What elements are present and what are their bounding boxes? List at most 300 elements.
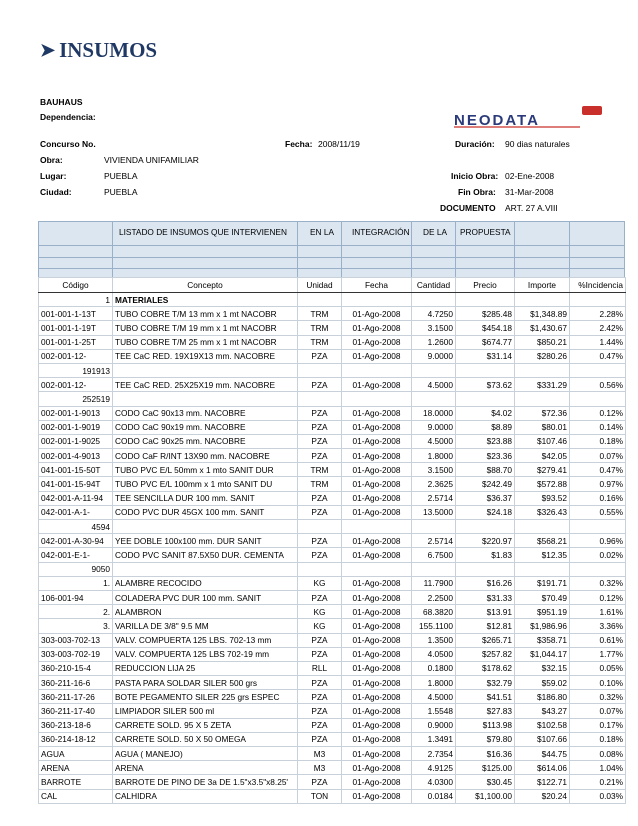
cell-empty xyxy=(570,363,626,377)
cell-code: 360-211-17-26 xyxy=(39,690,113,704)
cell-unit: PZA xyxy=(298,534,342,548)
cell-date: 01-Ago-2008 xyxy=(342,349,412,363)
cell-unit: M3 xyxy=(298,747,342,761)
band-line xyxy=(38,245,625,246)
band-line xyxy=(341,221,342,277)
cell-date: 01-Ago-2008 xyxy=(342,761,412,775)
cell-unit: PZA xyxy=(298,690,342,704)
cell-quantity: 18.0000 xyxy=(412,406,456,420)
cell-amount: $951.19 xyxy=(515,605,570,619)
cell-amount: $80.01 xyxy=(515,420,570,434)
cell-incidence: 1.61% xyxy=(570,605,626,619)
cell-quantity: 4.0500 xyxy=(412,647,456,661)
cell-quantity: 4.5000 xyxy=(412,690,456,704)
obra-label: Obra: xyxy=(40,155,63,165)
band-line xyxy=(624,221,625,277)
cell-unit: PZA xyxy=(298,505,342,519)
cell-empty xyxy=(113,392,298,406)
cell-price: $674.77 xyxy=(456,335,515,349)
cell-incidence: 0.03% xyxy=(570,789,626,803)
section-row xyxy=(39,293,626,307)
cell-quantity: 2.3625 xyxy=(412,477,456,491)
banner-text: PROPUESTA xyxy=(460,227,511,237)
cell-unit: PZA xyxy=(298,633,342,647)
cell-date: 01-Ago-2008 xyxy=(342,775,412,789)
neodata-logo xyxy=(452,106,602,128)
cell-date: 01-Ago-2008 xyxy=(342,647,412,661)
cell-price: $24.18 xyxy=(456,505,515,519)
banner-text: INTEGRACIÓN xyxy=(352,227,410,237)
cell-incidence: 0.96% xyxy=(570,534,626,548)
cell-unit: TRM xyxy=(298,321,342,335)
cell-concept: TUBO PVC E/L 100mm x 1 mto SANIT DU xyxy=(113,477,298,491)
table-row xyxy=(39,690,626,704)
cell-incidence: 1.77% xyxy=(570,647,626,661)
cell-amount: $12.35 xyxy=(515,548,570,562)
table-row xyxy=(39,661,626,675)
cell-amount: $850.21 xyxy=(515,335,570,349)
cell-unit: PZA xyxy=(298,647,342,661)
cell-date: 01-Ago-2008 xyxy=(342,690,412,704)
banner-text: DE LA xyxy=(423,227,447,237)
cell-empty xyxy=(113,520,298,534)
table-row xyxy=(39,576,626,590)
cell-date: 01-Ago-2008 xyxy=(342,732,412,746)
table-row xyxy=(39,349,626,363)
header-unidad: Unidad xyxy=(298,278,342,293)
cell-concept: REDUCCION LIJA 25 xyxy=(113,661,298,675)
ciudad-label: Ciudad: xyxy=(40,187,72,197)
cell-empty xyxy=(342,363,412,377)
cell-quantity: 2.5714 xyxy=(412,491,456,505)
cell-concept: CODO CaF R/INT 13X90 mm. NACOBRE xyxy=(113,449,298,463)
banner-text: EN LA xyxy=(310,227,334,237)
cell-empty xyxy=(456,562,515,576)
cell-price: $220.97 xyxy=(456,534,515,548)
header-concepto: Concepto xyxy=(113,278,298,293)
cell-quantity: 2.2500 xyxy=(412,590,456,604)
table-row xyxy=(39,647,626,661)
cell-empty xyxy=(342,562,412,576)
table-row xyxy=(39,619,626,633)
table-row xyxy=(39,732,626,746)
cell-price: $257.82 xyxy=(456,647,515,661)
cell-price: $79.80 xyxy=(456,732,515,746)
cell-code: 360-211-17-40 xyxy=(39,704,113,718)
table-row xyxy=(39,463,626,477)
cell-empty xyxy=(412,562,456,576)
cell-date: 01-Ago-2008 xyxy=(342,406,412,420)
cell-quantity: 9.0000 xyxy=(412,349,456,363)
band-line xyxy=(38,221,39,277)
cell-concept: VALV. COMPUERTA 125 LBS 702-19 mm xyxy=(113,647,298,661)
cell-unit: RLL xyxy=(298,661,342,675)
cell-empty xyxy=(342,520,412,534)
cell-incidence: 0.08% xyxy=(570,747,626,761)
cell-concept: CODO CaC 90x13 mm. NACOBRE xyxy=(113,406,298,420)
cell-date: 01-Ago-2008 xyxy=(342,307,412,321)
cell-quantity: 11.7900 xyxy=(412,576,456,590)
cell-price: $16.26 xyxy=(456,576,515,590)
cell-amount: $59.02 xyxy=(515,676,570,690)
cell-amount: $280.26 xyxy=(515,349,570,363)
cell-quantity: 0.9000 xyxy=(412,718,456,732)
cell-code: 001-001-1-13T xyxy=(39,307,113,321)
cell-incidence: 0.07% xyxy=(570,449,626,463)
cell-quantity: 4.0300 xyxy=(412,775,456,789)
cell-unit: PZA xyxy=(298,590,342,604)
cell-unit: TRM xyxy=(298,463,342,477)
table-row xyxy=(39,704,626,718)
cell-amount: $279.41 xyxy=(515,463,570,477)
inicio-label: Inicio Obra: xyxy=(451,171,499,181)
cell-code: 3. xyxy=(39,619,113,633)
code-continuation-row xyxy=(39,392,626,406)
cell-price: $36.37 xyxy=(456,491,515,505)
cell-date: 01-Ago-2008 xyxy=(342,548,412,562)
cell-date: 01-Ago-2008 xyxy=(342,534,412,548)
cell-unit: PZA xyxy=(298,406,342,420)
cell-amount: $44.75 xyxy=(515,747,570,761)
cell-concept: CODO PVC DUR 45GX 100 mm. SANIT xyxy=(113,505,298,519)
cell-code: ARENA xyxy=(39,761,113,775)
svg-text:NEODATA: NEODATA xyxy=(454,112,540,128)
table-row xyxy=(39,307,626,321)
company-name: BAUHAUS xyxy=(40,97,83,107)
band-line xyxy=(514,221,515,277)
duracion-value: 90 dias naturales xyxy=(505,139,570,149)
table-row xyxy=(39,718,626,732)
cell-price: $4.02 xyxy=(456,406,515,420)
cell-price: $242.49 xyxy=(456,477,515,491)
cell-concept: AGUA ( MANEJO) xyxy=(113,747,298,761)
cell-code: 041-001-15-50T xyxy=(39,463,113,477)
cell-price: $265.71 xyxy=(456,633,515,647)
cell-incidence: 0.32% xyxy=(570,690,626,704)
cell-concept: CALHIDRA xyxy=(113,789,298,803)
cell-code: 042-001-A-1- xyxy=(39,505,113,519)
cell-empty xyxy=(570,520,626,534)
cell-empty xyxy=(113,363,298,377)
cell-code: 002-001-12- xyxy=(39,378,113,392)
cell-unit: PZA xyxy=(298,732,342,746)
fin-value: 31-Mar-2008 xyxy=(505,187,554,197)
cell-unit: M3 xyxy=(298,761,342,775)
cell-incidence: 2.42% xyxy=(570,321,626,335)
cell-empty xyxy=(456,293,515,307)
cell-date: 01-Ago-2008 xyxy=(342,676,412,690)
cell-empty xyxy=(456,363,515,377)
cell-unit: PZA xyxy=(298,676,342,690)
table-row xyxy=(39,406,626,420)
table-row xyxy=(39,321,626,335)
cell-code: 2. xyxy=(39,605,113,619)
cell-date: 01-Ago-2008 xyxy=(342,335,412,349)
cell-unit: PZA xyxy=(298,449,342,463)
cell-concept: CARRETE SOLD. 50 X 50 OMEGA xyxy=(113,732,298,746)
fecha-label: Fecha: xyxy=(285,139,313,149)
cell-quantity: 1.3491 xyxy=(412,732,456,746)
cell-code: 001-001-1-19T xyxy=(39,321,113,335)
cell-date: 01-Ago-2008 xyxy=(342,718,412,732)
cell-unit: PZA xyxy=(298,378,342,392)
cell-price: $73.62 xyxy=(456,378,515,392)
cell-empty xyxy=(412,363,456,377)
table-row xyxy=(39,491,626,505)
cell-unit: KG xyxy=(298,619,342,633)
cell-incidence: 0.55% xyxy=(570,505,626,519)
cell-code: 303-003-702-19 xyxy=(39,647,113,661)
cell-amount: $1,986.96 xyxy=(515,619,570,633)
cell-incidence: 0.05% xyxy=(570,661,626,675)
band-line xyxy=(569,221,570,277)
cell-code: 252519 xyxy=(39,392,113,406)
cell-empty xyxy=(298,520,342,534)
cell-date: 01-Ago-2008 xyxy=(342,605,412,619)
cell-code: 042-001-A-11-94 xyxy=(39,491,113,505)
cell-amount: $70.49 xyxy=(515,590,570,604)
banner-text: LISTADO DE INSUMOS QUE INTERVIENEN xyxy=(119,227,287,237)
cell-empty xyxy=(412,520,456,534)
cell-unit: PZA xyxy=(298,349,342,363)
cell-incidence: 0.10% xyxy=(570,676,626,690)
table-row xyxy=(39,378,626,392)
cell-quantity: 3.1500 xyxy=(412,463,456,477)
header-codigo: Código xyxy=(39,278,113,293)
cell-concept: ALAMBRON xyxy=(113,605,298,619)
cell-amount: $107.66 xyxy=(515,732,570,746)
cell-code: 360-210-15-4 xyxy=(39,661,113,675)
cell-concept: LIMPIADOR SILER 500 ml xyxy=(113,704,298,718)
cell-incidence: 0.18% xyxy=(570,434,626,448)
cell-amount: $191.71 xyxy=(515,576,570,590)
cell-quantity: 1.3500 xyxy=(412,633,456,647)
cell-date: 01-Ago-2008 xyxy=(342,477,412,491)
cell-price: $31.14 xyxy=(456,349,515,363)
cell-empty xyxy=(298,293,342,307)
cell-amount: $43.27 xyxy=(515,704,570,718)
cell-price: $30.45 xyxy=(456,775,515,789)
cell-quantity: 2.5714 xyxy=(412,534,456,548)
lugar-label: Lugar: xyxy=(40,171,67,181)
cell-incidence: 0.12% xyxy=(570,406,626,420)
title-text: INSUMOS xyxy=(59,38,158,62)
cell-quantity: 13.5000 xyxy=(412,505,456,519)
cell-date: 01-Ago-2008 xyxy=(342,789,412,803)
cell-price: $27.83 xyxy=(456,704,515,718)
cell-concept: TEE CaC RED. 25X25X19 mm. NACOBRE xyxy=(113,378,298,392)
cell-quantity: 0.0184 xyxy=(412,789,456,803)
cell-unit: TON xyxy=(298,789,342,803)
table-row xyxy=(39,335,626,349)
cell-code: 002-001-1-9013 xyxy=(39,406,113,420)
cell-incidence: 0.32% xyxy=(570,576,626,590)
cell-incidence: 0.12% xyxy=(570,590,626,604)
cell-unit: PZA xyxy=(298,491,342,505)
cell-concept: MATERIALES xyxy=(113,293,298,307)
cell-amount: $572.88 xyxy=(515,477,570,491)
cell-unit: PZA xyxy=(298,434,342,448)
code-continuation-row xyxy=(39,363,626,377)
cell-incidence: 0.14% xyxy=(570,420,626,434)
cell-price: $23.36 xyxy=(456,449,515,463)
band-line xyxy=(38,257,625,258)
cell-quantity: 3.1500 xyxy=(412,321,456,335)
cell-amount: $122.71 xyxy=(515,775,570,789)
cell-unit: TRM xyxy=(298,335,342,349)
cell-date: 01-Ago-2008 xyxy=(342,463,412,477)
cell-code: 042-001-E-1- xyxy=(39,548,113,562)
cell-concept: CODO PVC SANIT 87.5X50 DUR. CEMENTA xyxy=(113,548,298,562)
cell-incidence: 1.44% xyxy=(570,335,626,349)
cell-empty xyxy=(412,392,456,406)
cell-quantity: 4.7250 xyxy=(412,307,456,321)
obra-value: VIVIENDA UNIFAMILIAR xyxy=(104,155,199,165)
cell-code: 106-001-94 xyxy=(39,590,113,604)
cell-price: $178.62 xyxy=(456,661,515,675)
cell-incidence: 0.47% xyxy=(570,463,626,477)
table-row xyxy=(39,534,626,548)
cell-incidence: 1.04% xyxy=(570,761,626,775)
arrow-bullet-icon: ➤ xyxy=(40,40,56,60)
cell-empty xyxy=(298,392,342,406)
cell-empty xyxy=(570,392,626,406)
cell-quantity: 9.0000 xyxy=(412,420,456,434)
cell-date: 01-Ago-2008 xyxy=(342,449,412,463)
cell-date: 01-Ago-2008 xyxy=(342,619,412,633)
cell-concept: COLADERA PVC DUR 100 mm. SANIT xyxy=(113,590,298,604)
cell-empty xyxy=(113,562,298,576)
cell-code: 4594 xyxy=(39,520,113,534)
cell-code: 9050 xyxy=(39,562,113,576)
cell-date: 01-Ago-2008 xyxy=(342,378,412,392)
cell-amount: $1,044.17 xyxy=(515,647,570,661)
cell-incidence: 0.17% xyxy=(570,718,626,732)
band-line xyxy=(38,221,625,222)
cell-amount: $614.06 xyxy=(515,761,570,775)
cell-unit: TRM xyxy=(298,307,342,321)
cell-empty xyxy=(570,293,626,307)
cell-incidence: 2.28% xyxy=(570,307,626,321)
documento-label: DOCUMENTO xyxy=(440,203,496,213)
cell-price: $113.98 xyxy=(456,718,515,732)
cell-concept: YEE DOBLE 100x100 mm. DUR SANIT xyxy=(113,534,298,548)
cell-incidence: 0.07% xyxy=(570,704,626,718)
cell-code: 002-001-4-9013 xyxy=(39,449,113,463)
cell-quantity: 1.2600 xyxy=(412,335,456,349)
ciudad-value: PUEBLA xyxy=(104,187,138,197)
cell-amount: $1,348.89 xyxy=(515,307,570,321)
cell-concept: VARILLA DE 3/8" 9.5 MM xyxy=(113,619,298,633)
cell-code: 042-001-A-30-94 xyxy=(39,534,113,548)
cell-amount: $42.05 xyxy=(515,449,570,463)
cell-empty xyxy=(515,392,570,406)
cell-price: $23.88 xyxy=(456,434,515,448)
cell-unit: PZA xyxy=(298,775,342,789)
header-fecha: Fecha xyxy=(342,278,412,293)
cell-empty xyxy=(298,562,342,576)
band-line xyxy=(455,221,456,277)
cell-unit: TRM xyxy=(298,477,342,491)
cell-date: 01-Ago-2008 xyxy=(342,704,412,718)
cell-amount: $32.15 xyxy=(515,661,570,675)
duracion-label: Duración: xyxy=(455,139,495,149)
cell-date: 01-Ago-2008 xyxy=(342,747,412,761)
table-row xyxy=(39,505,626,519)
cell-quantity: 68.3820 xyxy=(412,605,456,619)
table-row xyxy=(39,548,626,562)
table-row xyxy=(39,449,626,463)
cell-amount: $107.46 xyxy=(515,434,570,448)
cell-concept: CARRETE SOLD. 95 X 5 ZETA xyxy=(113,718,298,732)
cell-empty xyxy=(298,363,342,377)
cell-quantity: 4.9125 xyxy=(412,761,456,775)
cell-concept: ALAMBRE RECOCIDO xyxy=(113,576,298,590)
cell-date: 01-Ago-2008 xyxy=(342,661,412,675)
table-row xyxy=(39,633,626,647)
table-row xyxy=(39,420,626,434)
cell-concept: VALV. COMPUERTA 125 LBS. 702-13 mm xyxy=(113,633,298,647)
cell-price: $8.89 xyxy=(456,420,515,434)
cell-unit: PZA xyxy=(298,420,342,434)
cell-concept: PASTA PARA SOLDAR SILER 500 grs xyxy=(113,676,298,690)
cell-price: $1,100.00 xyxy=(456,789,515,803)
cell-price: $31.33 xyxy=(456,590,515,604)
code-continuation-row xyxy=(39,562,626,576)
code-continuation-row xyxy=(39,520,626,534)
cell-incidence: 0.16% xyxy=(570,491,626,505)
table-row xyxy=(39,434,626,448)
cell-empty xyxy=(412,293,456,307)
page-title xyxy=(40,38,157,63)
cell-quantity: 1.5548 xyxy=(412,704,456,718)
header-importe: Importe xyxy=(515,278,570,293)
cell-price: $88.70 xyxy=(456,463,515,477)
fecha-value: 2008/11/19 xyxy=(318,139,360,149)
cell-incidence: 0.21% xyxy=(570,775,626,789)
cell-concept: TUBO COBRE T/M 25 mm x 1 mt NACOBR xyxy=(113,335,298,349)
cell-quantity: 1.8000 xyxy=(412,676,456,690)
cell-code: AGUA xyxy=(39,747,113,761)
insumos-table xyxy=(38,277,626,804)
band-line xyxy=(297,221,298,277)
cell-date: 01-Ago-2008 xyxy=(342,576,412,590)
table-row xyxy=(39,789,626,803)
cell-code: 191913 xyxy=(39,363,113,377)
cell-empty xyxy=(456,392,515,406)
cell-amount: $186.80 xyxy=(515,690,570,704)
cell-price: $13.91 xyxy=(456,605,515,619)
cell-empty xyxy=(456,520,515,534)
cell-code: CAL xyxy=(39,789,113,803)
cell-amount: $331.29 xyxy=(515,378,570,392)
cell-unit: PZA xyxy=(298,704,342,718)
concurso-label: Concurso No. xyxy=(40,139,96,149)
cell-incidence: 3.36% xyxy=(570,619,626,633)
cell-quantity: 6.7500 xyxy=(412,548,456,562)
table-row xyxy=(39,477,626,491)
cell-quantity: 155.1100 xyxy=(412,619,456,633)
cell-concept: TEE CaC RED. 19X19X13 mm. NACOBRE xyxy=(113,349,298,363)
cell-date: 01-Ago-2008 xyxy=(342,420,412,434)
cell-price: $454.18 xyxy=(456,321,515,335)
cell-date: 01-Ago-2008 xyxy=(342,505,412,519)
cell-amount: $1,430.67 xyxy=(515,321,570,335)
cell-price: $285.48 xyxy=(456,307,515,321)
cell-code: 360-213-18-6 xyxy=(39,718,113,732)
cell-incidence: 0.56% xyxy=(570,378,626,392)
cell-incidence: 0.02% xyxy=(570,548,626,562)
